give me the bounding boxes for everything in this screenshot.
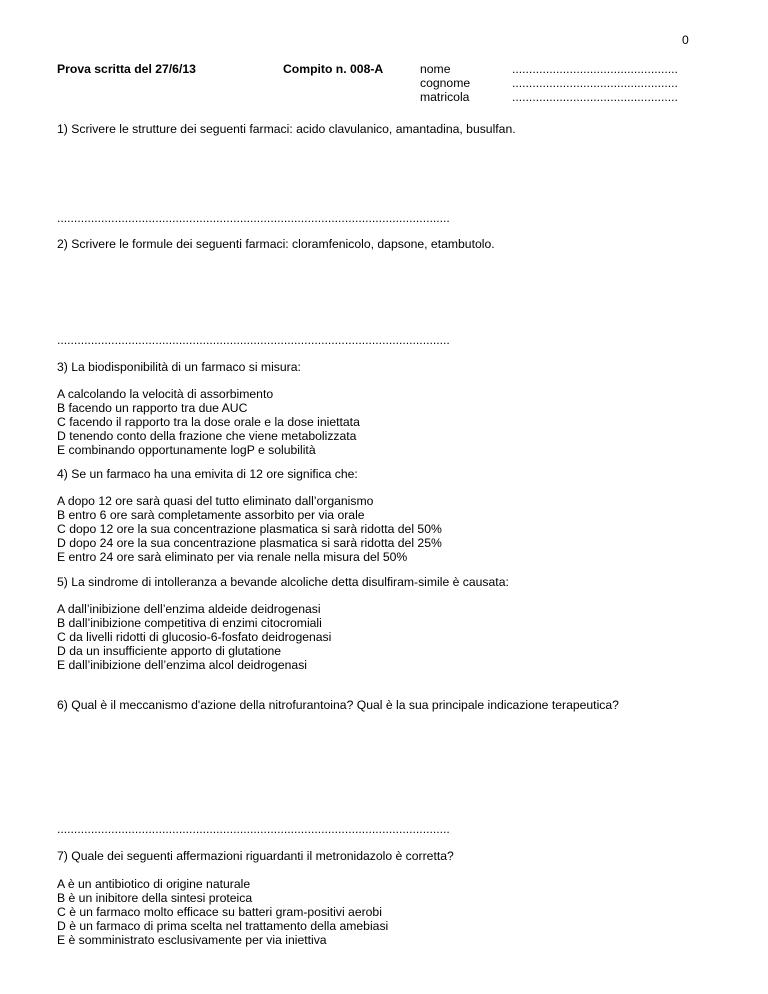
q5-option-d[interactable]: D da un insufficiente apporto di glutatione xyxy=(57,644,282,658)
question-6: 6) Qual è il meccanismo d'azione della nitrofurantoina? Qual è la sua principale indicazione terapeutica? xyxy=(57,698,619,712)
q4-option-e[interactable]: E entro 24 ore sarà eliminato per via renale nella misura del 50% xyxy=(57,550,408,564)
question-1: 1) Scrivere le strutture dei seguenti farmaci: acido clavulanico, amantadina, busulfan. xyxy=(57,122,516,136)
q4-option-b[interactable]: B entro 6 ore sarà completamente assorbito per via orale xyxy=(57,508,365,522)
q5-option-b[interactable]: B dall’inibizione competitiva di enzimi citocromiali xyxy=(57,616,322,630)
question-4: 4) Se un farmaco ha una emivita di 12 ore significa che: xyxy=(57,467,358,481)
name-field[interactable]: ................................................. xyxy=(512,62,678,76)
q7-option-a[interactable]: A è un antibiotico di origine naturale xyxy=(57,877,251,891)
q7-option-e[interactable]: E è somministrato esclusivamente per via iniettiva xyxy=(57,933,327,947)
answer-line-1[interactable]: .................................................................................................................... xyxy=(57,211,450,225)
question-3: 3) La biodisponibilità di un farmaco si misura: xyxy=(57,360,301,374)
question-2: 2) Scrivere le formule dei seguenti farmaci: cloramfenicolo, dapsone, etambutolo. xyxy=(57,237,495,251)
name-label: nome xyxy=(420,62,451,76)
q7-option-b[interactable]: B è un inibitore della sintesi proteica xyxy=(57,891,253,905)
surname-field[interactable]: ................................................. xyxy=(512,76,678,90)
q4-option-d[interactable]: D dopo 24 ore la sua concentrazione plasmatica si sarà ridotta del 25% xyxy=(57,536,442,550)
q3-option-b[interactable]: B facendo un rapporto tra due AUC xyxy=(57,401,248,415)
q3-option-a[interactable]: A calcolando la velocità di assorbimento xyxy=(57,387,274,401)
student-id-label: matricola xyxy=(420,90,470,104)
q5-option-c[interactable]: C da livelli ridotti di glucosio-6-fosfato deidrogenasi xyxy=(57,630,332,644)
answer-line-6[interactable]: .................................................................................................................... xyxy=(57,822,450,836)
question-7: 7) Quale dei seguenti affermazioni riguardanti il metronidazolo è corretta? xyxy=(57,849,454,863)
q4-option-c[interactable]: C dopo 12 ore la sua concentrazione plasmatica si sarà ridotta del 50% xyxy=(57,522,442,536)
surname-label: cognome xyxy=(420,76,471,90)
q3-option-d[interactable]: D tenendo conto della frazione che viene metabolizzata xyxy=(57,429,357,443)
answer-line-2[interactable]: .................................................................................................................... xyxy=(57,333,450,347)
q3-option-c[interactable]: C facendo il rapporto tra la dose orale e la dose iniettata xyxy=(57,415,360,429)
q5-option-a[interactable]: A dall’inibizione dell’enzima aldeide deidrogenasi xyxy=(57,602,321,616)
q5-option-e[interactable]: E dall’inibizione dell’enzima alcol deidrogenasi xyxy=(57,658,307,672)
q4-option-a[interactable]: A dopo 12 ore sarà quasi del tutto eliminato dall’organismo xyxy=(57,494,374,508)
page-number: 0 xyxy=(682,33,689,47)
q7-option-c[interactable]: C è un farmaco molto efficace su batteri gram-positivi aerobi xyxy=(57,905,382,919)
exam-code: Compito n. 008-A xyxy=(283,62,384,76)
question-5: 5) La sindrome di intolleranza a bevande alcoliche detta disulfiram-simile è causata: xyxy=(57,575,509,589)
student-id-field[interactable]: ................................................. xyxy=(512,90,678,104)
q7-option-d[interactable]: D è un farmaco di prima scelta nel trattamento della amebiasi xyxy=(57,919,389,933)
exam-title: Prova scritta del 27/6/13 xyxy=(57,62,196,76)
q3-option-e[interactable]: E combinando opportunamente logP e solubilità xyxy=(57,443,316,457)
